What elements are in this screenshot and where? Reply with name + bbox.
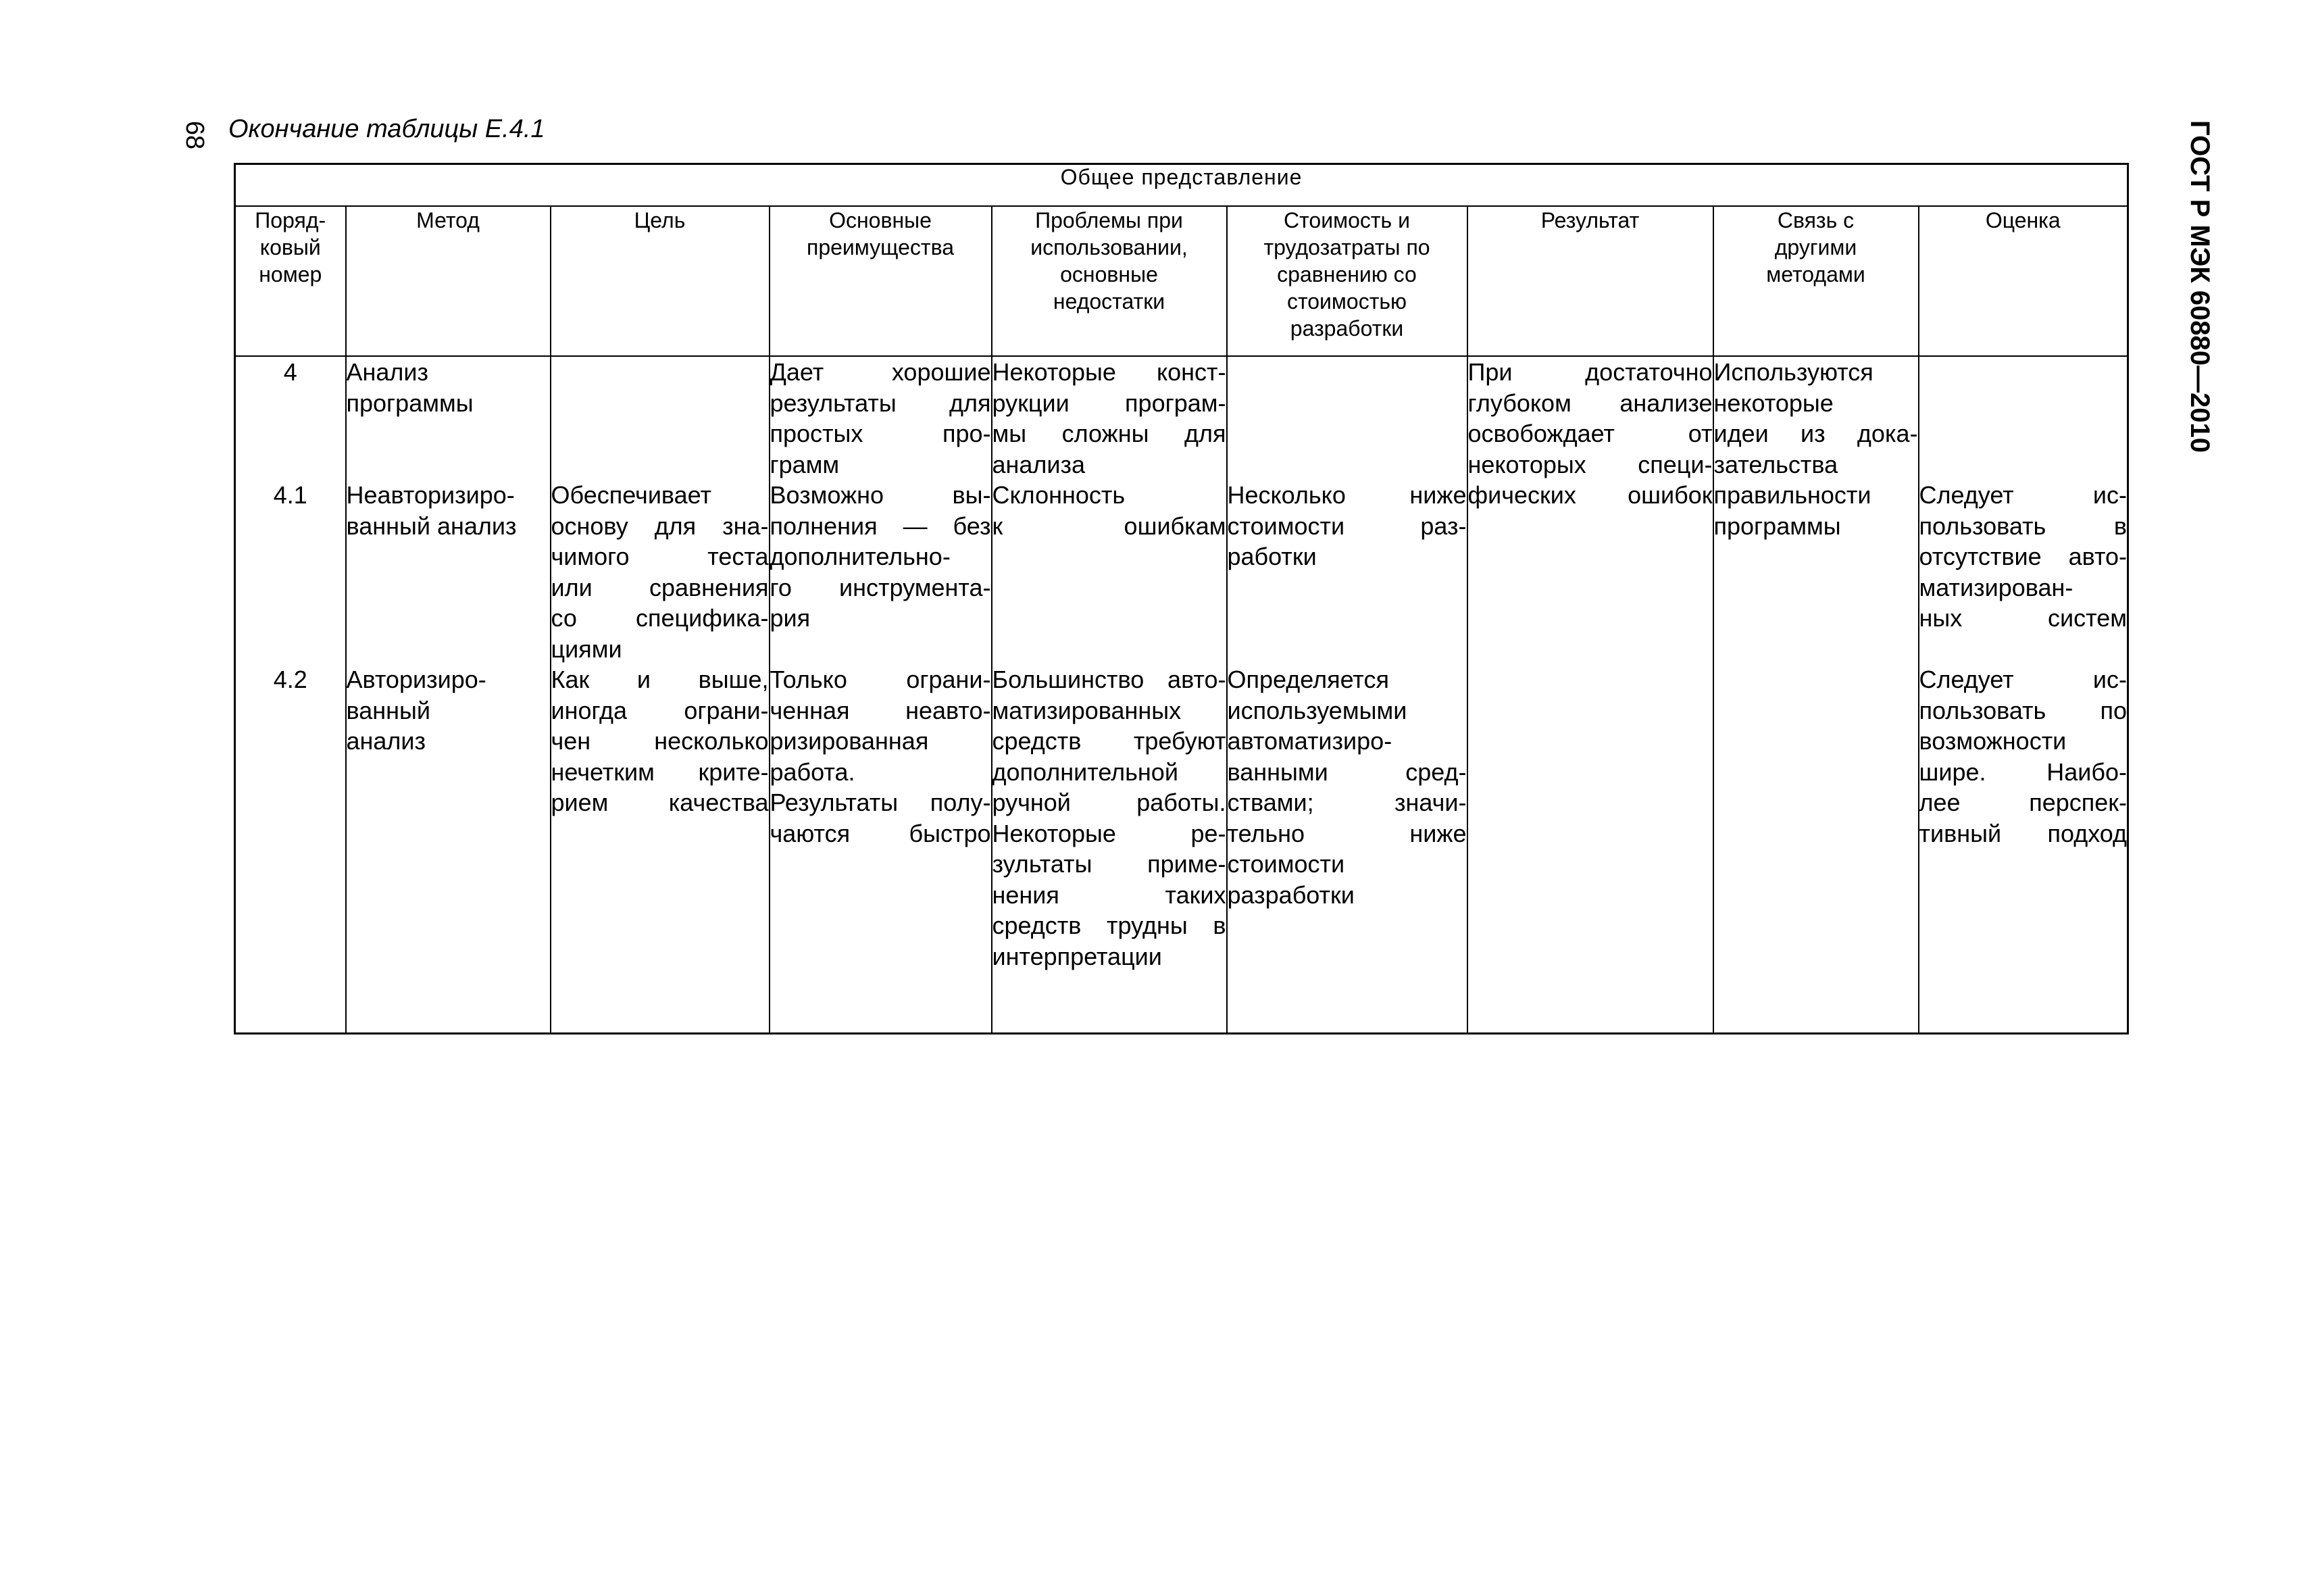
cell-gap [236, 388, 345, 419]
cell-line: Анализ [346, 358, 429, 386]
cell-relation [1713, 356, 1919, 1034]
header-problems: Проблемы при использовании, основные недостатки [992, 206, 1227, 356]
cell-gap [236, 511, 345, 542]
cell-line: шире. Наибо- [1919, 757, 2128, 786]
cell-gap [770, 634, 991, 665]
cell-gap [1919, 449, 2128, 480]
cell-gap [1228, 572, 1467, 603]
cell-line: работа. [770, 757, 855, 786]
cell-line: ручной работы. [992, 789, 1226, 816]
cell-line: идеи из дока- [1713, 420, 1918, 447]
cell-line: Следует ис- [1919, 481, 2128, 509]
cell-line: 4.2 [273, 666, 307, 693]
cell-gap [992, 603, 1226, 634]
cell-line: пользовать по [1919, 696, 2128, 724]
cell-line: Только ограни- [770, 666, 991, 693]
cell-line: ченная неавто- [770, 696, 991, 724]
cell-line: го инструмента- [770, 573, 991, 601]
cell-gap [236, 634, 345, 665]
cell-line: Неавторизиро- [346, 481, 515, 509]
cell-line: стоимости [1227, 850, 1345, 878]
cell-line: освобождает от [1467, 420, 1713, 447]
cell-gap [1228, 634, 1467, 665]
cell-line: мы сложны для [992, 420, 1226, 447]
page-number: 68 [180, 120, 209, 150]
cell-line: Несколько ниже [1227, 481, 1467, 509]
header-result: Результат [1467, 206, 1713, 356]
cell-gap [551, 418, 769, 449]
cell-gap [1919, 634, 2128, 665]
cell-advantages [770, 356, 992, 1034]
cell-line: Авторизиро- [346, 666, 486, 693]
cell-line: глубоком анализе [1467, 389, 1713, 417]
cell-line: со специфика- [551, 604, 769, 632]
cell-line: ванный [346, 696, 430, 724]
cell-line: чаются быстро [770, 819, 991, 847]
cell-line: чимого теста [551, 543, 769, 570]
cell-line: к ошибкам [992, 512, 1226, 540]
cell-line: стоимости раз- [1227, 512, 1467, 540]
header-assessment: Оценка [1919, 206, 2128, 356]
cell-gap [992, 572, 1226, 603]
cell-gap [347, 418, 550, 449]
cell-line: разработки [1227, 880, 1355, 909]
cell-line: ванными сред- [1227, 757, 1467, 786]
cell-gap [992, 634, 1226, 665]
cell-line: Следует ис- [1919, 666, 2128, 693]
header-cost: Стоимость и трудозатраты по сравнению со стоимостью разработки [1227, 206, 1467, 356]
cell-line: Результаты полу- [770, 789, 991, 816]
methods-table [234, 163, 2129, 1034]
cell-line: Некоторые конст- [992, 358, 1226, 386]
cell-gap [1228, 603, 1467, 634]
cell-gap [236, 449, 345, 480]
cell-gap [1228, 418, 1467, 449]
cell-gap [551, 357, 769, 388]
cell-line: пользовать в [1919, 512, 2128, 540]
cell-line: зательства [1713, 450, 1838, 478]
cell-line: грамм [770, 450, 840, 478]
cell-line: отсутствие авто- [1919, 543, 2128, 570]
cell-line: средств трудны в [992, 912, 1226, 939]
cell-gap [236, 603, 345, 634]
cell-line: дополнительно- [770, 543, 951, 570]
cell-gap [236, 572, 345, 603]
cell-line: автоматизиро- [1227, 727, 1392, 755]
header-method: Метод [346, 206, 551, 356]
cell-line: ванный анализ [346, 512, 517, 540]
header-relation: Связь с другими методами [1713, 206, 1919, 356]
cell-line: Как и выше, [551, 666, 769, 693]
cell-line: основу для зна- [551, 512, 769, 540]
cell-goal [551, 356, 770, 1034]
cell-gap [347, 603, 550, 634]
cell-gap [1228, 388, 1467, 419]
cell-line: некоторые [1713, 389, 1834, 417]
cell-gap [1919, 388, 2128, 419]
cell-line: Определяется [1227, 666, 1389, 693]
cell-assessment [1919, 356, 2128, 1034]
cell-method [346, 356, 551, 1034]
cell-line: зультаты приме- [992, 850, 1226, 878]
cell-line: Возможно вы- [770, 481, 991, 509]
cell-line: работки [1227, 543, 1317, 570]
cell-line: программы [346, 389, 474, 417]
cell-line: 4.1 [273, 481, 307, 509]
cell-line: полнения — без [770, 512, 991, 540]
header-goal: Цель [551, 206, 770, 356]
cell-line: При достаточно [1467, 358, 1713, 386]
cell-gap [347, 541, 550, 572]
table-caption: Окончание таблицы Е.4.1 [228, 115, 545, 143]
cell-line: простых про- [770, 420, 991, 447]
cell-line: правильности [1713, 481, 1871, 509]
cell-gap [347, 572, 550, 603]
cell-line: или сравнения [551, 573, 769, 601]
cell-number [235, 356, 346, 1034]
super-header: Общее представление [235, 164, 2128, 207]
cell-line: программы [1713, 512, 1841, 540]
cell-gap [347, 634, 550, 665]
cell-gap [551, 388, 769, 419]
cell-line: нения таких [992, 880, 1226, 909]
cell-gap [347, 449, 550, 480]
cell-line: анализа [992, 450, 1086, 478]
document-code [2184, 120, 2216, 485]
cell-line: используемыми [1227, 696, 1407, 724]
cell-line: Некоторые ре- [992, 819, 1226, 847]
cell-gap [236, 541, 345, 572]
cell-line: матизированных [992, 696, 1182, 724]
cell-line: циями [551, 634, 622, 663]
cell-line: рукции програм- [992, 389, 1226, 417]
cell-line: возможности [1919, 727, 2067, 755]
cell-line: дополнительной [992, 757, 1178, 786]
cell-gap [1228, 357, 1467, 388]
cell-cost [1227, 356, 1467, 1034]
cell-gap [1919, 357, 2128, 388]
cell-line: анализ [346, 727, 426, 755]
cell-line: тивный подход [1919, 819, 2128, 847]
cell-line: рия [770, 604, 811, 632]
cell-line: Склонность [992, 481, 1126, 509]
header-advantages: Основные преимущества [770, 206, 992, 356]
cell-line: матизирован- [1919, 573, 2073, 601]
cell-line: 4 [283, 358, 297, 386]
cell-line: рием качества [551, 789, 769, 816]
cell-line: нечетким крите- [551, 757, 769, 786]
cell-line: Дает хорошие [770, 358, 991, 386]
cell-line: средств требуют [992, 727, 1226, 755]
cell-result [1467, 356, 1713, 1034]
cell-gap [236, 418, 345, 449]
cell-gap [992, 541, 1226, 572]
cell-line: Обеспечивает [551, 481, 711, 509]
cell-line: Большинство авто- [992, 666, 1226, 693]
cell-gap [551, 449, 769, 480]
cell-problems [992, 356, 1227, 1034]
cell-gap [1228, 449, 1467, 480]
document-code-text: ГОСТ Р МЭК 60880—2010 [2185, 120, 2215, 453]
cell-gap [1919, 418, 2128, 449]
cell-line: результаты для [770, 389, 991, 417]
header-number: Поряд- ковый номер [235, 206, 346, 356]
cell-line: чен несколько [551, 727, 769, 755]
cell-line: Используются [1713, 358, 1873, 386]
cell-line: фических ошибок [1467, 481, 1713, 509]
cell-line: ризированная [770, 727, 929, 755]
cell-line: тельно ниже [1227, 819, 1467, 847]
cell-line: интерпретации [992, 942, 1162, 970]
cell-line: лее перспек- [1919, 789, 2128, 816]
cell-line: ных систем [1919, 604, 2128, 632]
cell-line: некоторых специ- [1467, 450, 1713, 478]
cell-line: иногда ограни- [551, 696, 769, 724]
cell-line: ствами; значи- [1227, 789, 1467, 816]
